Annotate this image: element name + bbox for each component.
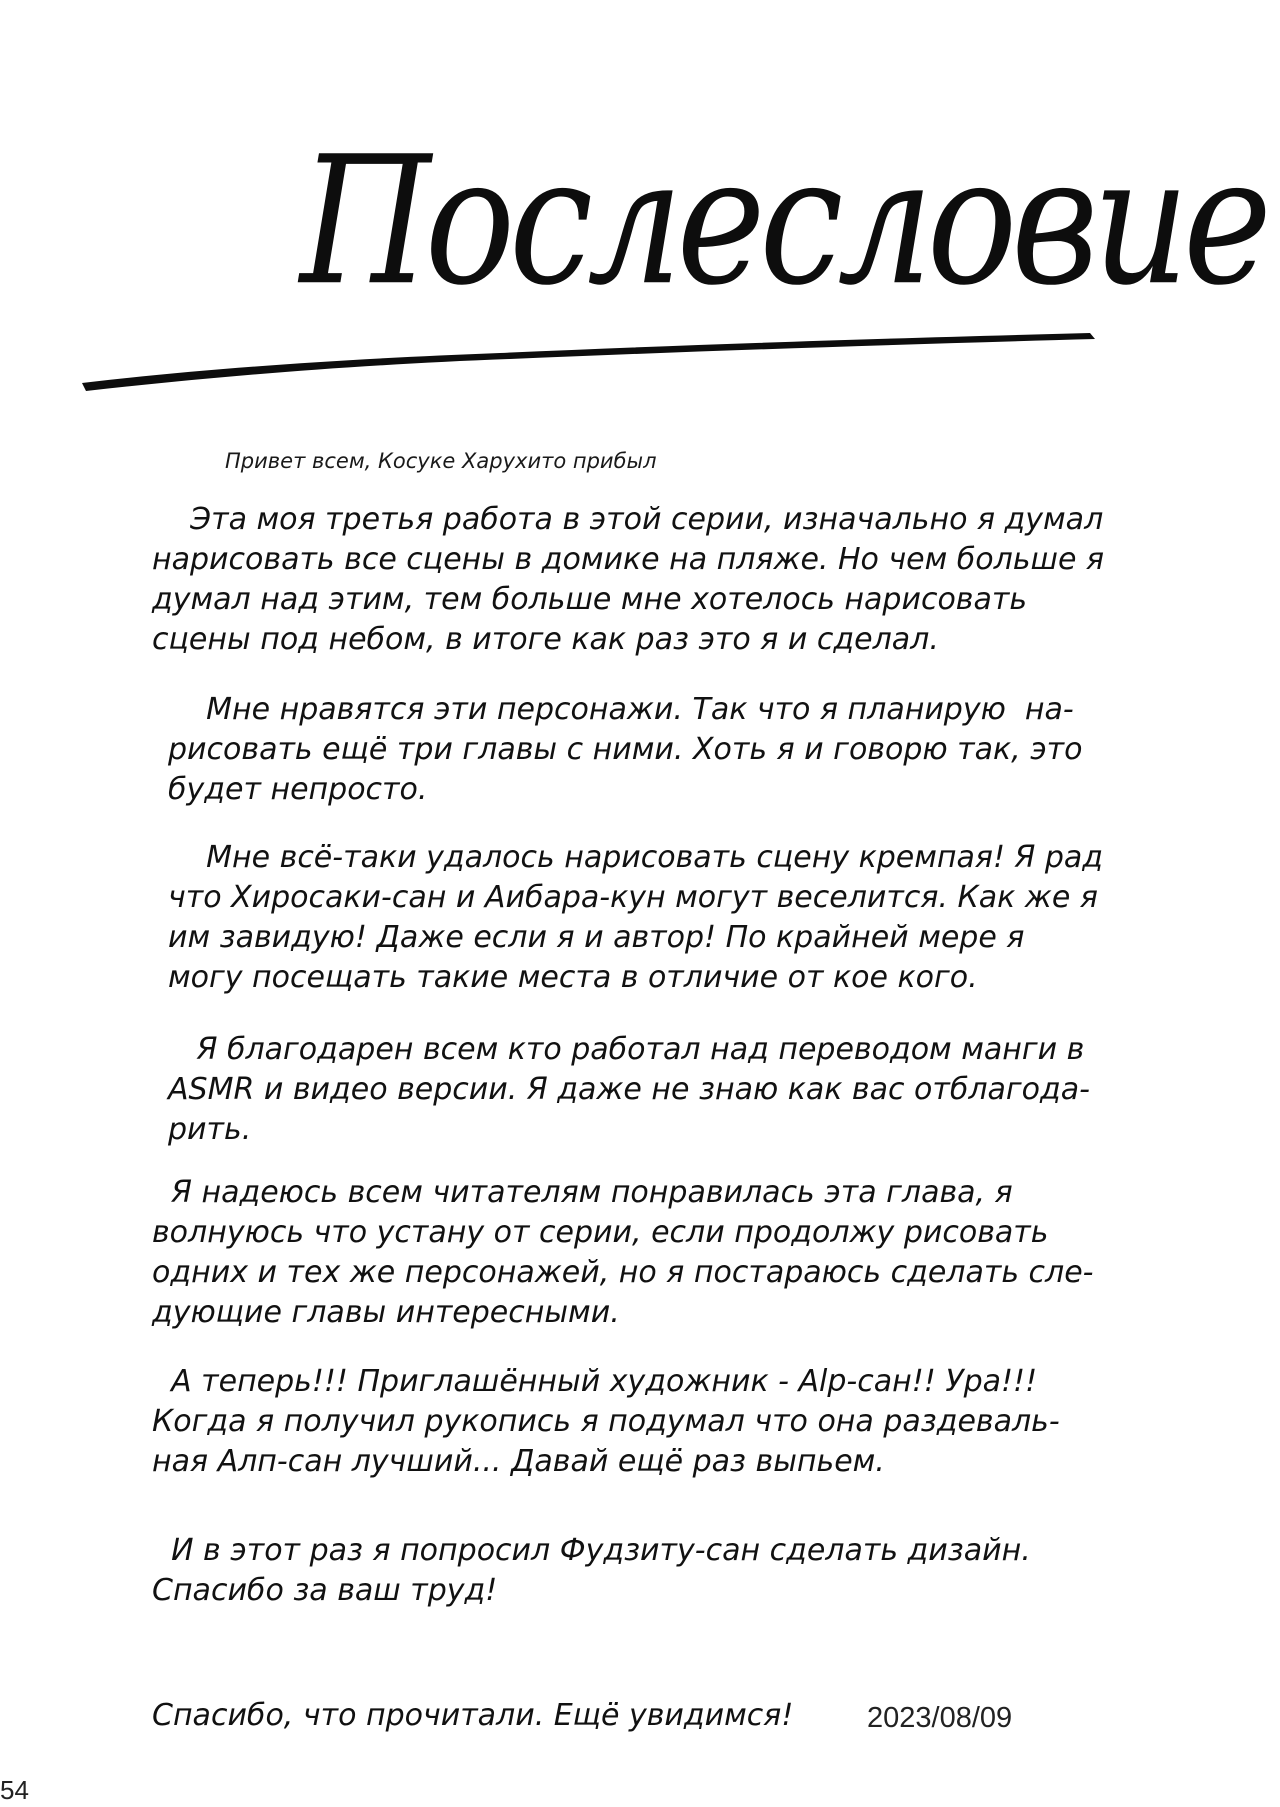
paragraph: Я благодарен всем кто работал над переводом манги в ASMR и видео версии. Я даже не знаю как вас отблагода- рить.: [168, 1032, 1090, 1147]
paragraph: Мне всё-таки удалось нарисовать сцену кремпая! Я рад что Хиросаки-сан и Аибара-кун могут веселится. Как же я им завидую! Даже если я и автор! По крайней мере я могу посещать такие места в отличие от кое кого.: [168, 840, 1104, 995]
page-number: 54: [0, 1775, 29, 1805]
paragraph: И в этот раз я попросил Фудзиту-сан сделать дизайн. Спасибо за ваш труд!: [152, 1533, 1031, 1608]
paragraph: А теперь!!! Приглашённый художник - Alp-сан!! Ура!!! Когда я получил рукопись я подумал что она раздеваль- ная Алп-сан лучший... Давай ещё раз выпьем.: [152, 1364, 1060, 1479]
paragraph: Я надеюсь всем читателям понравилась эта глава, я волнуюсь что устану от серии, если продолжу рисовать одних и тех же персонажей, но я постараюсь сделать сле- дующие главы интересными.: [152, 1175, 1094, 1330]
closing-line: Спасибо, что прочитали. Ещё увидимся!: [152, 1698, 794, 1733]
paragraph: Эта моя третья работа в этой серии, изначально я думал нарисовать все сцены в домике на пляже. Но чем больше я думал над этим, тем больше мне хотелось нарисовать сцены под небом, в итоге как раз это я и сделал.: [152, 502, 1105, 657]
greeting-line: Привет всем, Косуке Харухито прибыл: [225, 449, 657, 473]
page-title: Послесловие: [300, 119, 1266, 325]
date-stamp: 2023/08/09: [867, 1702, 1013, 1734]
paragraph: Мне нравятся эти персонажи. Так что я планирую на- рисовать ещё три главы с ними. Хоть я и говорю так, это будет непросто.: [168, 692, 1083, 807]
brush-stroke-divider: [80, 325, 1100, 395]
